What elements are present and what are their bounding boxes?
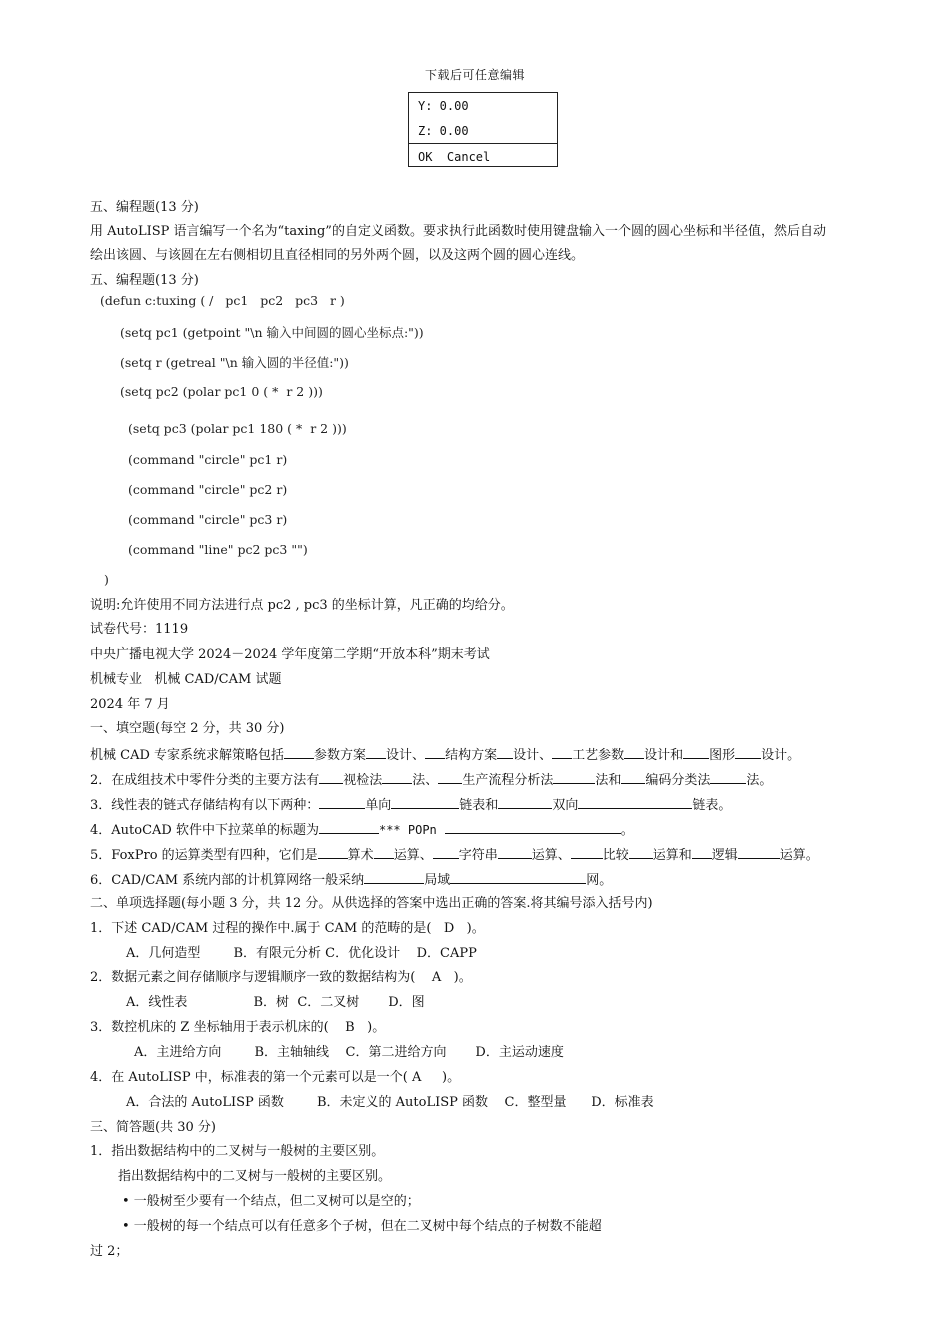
short-bullet-1: • 一般树至少要有一个结点，但二叉树可以是空的； [122,1194,420,1209]
part1-title: 一、填空题(每空 2 分，共 30 分) [90,721,285,736]
y-coordinate-row: Y: 0.00 [418,99,469,113]
exam-date: 2024 年 7 月 [90,697,170,712]
code-line: (setq pc1 (getpoint "\n 输入中间圆的圆心坐标点:")) [120,325,424,340]
choice-options: A．线性表 B．树 C．二叉树 D．图 [126,995,425,1010]
fill-answer: 生产流程分析法 [462,773,554,788]
short-tail: 过 2； [90,1244,129,1259]
fill-answer: 单向 [365,798,392,813]
code-line: ) [104,572,109,587]
fill-answer: 视检法 [343,773,383,788]
exam-subject: 机械专业 机械 CAD/CAM 试题 [90,672,282,687]
code-line: (command "line" pc2 pc3 "") [128,542,308,557]
coordinate-dialog [408,92,558,167]
fill-answer: 工艺参数 [572,748,625,763]
choice-options: A．合法的 AutoLISP 函数 B．未定义的 AutoLISP 函数 C．整型量 D．标准表 [126,1095,654,1110]
short-bullet-2: • 一般树的每一个结点可以有任意多个子树，但在二叉树中每个结点的子树数不能超 [122,1219,602,1234]
fill-answer: 双向 [552,798,579,813]
short-question-1: 1．指出数据结构中的二叉树与一般树的主要区别。 [90,1144,385,1159]
code-line: (setq r (getreal "\n 输入圆的半径值:")) [120,355,349,370]
cancel-button[interactable]: Cancel [446,150,491,164]
fill-question-3: 3．线性表的链式存储结构有以下两种： 单向 链表和 双向 链表。 [90,798,732,813]
dialog-buttons [418,150,490,164]
fill-answer: *** POPn [378,823,437,837]
choice-question: 4．在 AutoLISP 中，标准表的第一个元素可以是一个( A )。 [90,1070,461,1085]
fill-answer: 字符串 [458,848,498,863]
fill-question-1: 机械 CAD 专家系统求解策略包括 参数方案 设计、 结构方案 设计、 工艺参数 设计和 图形 设计。 [90,748,801,763]
section5-title-b: 五、编程题(13 分) [90,273,199,288]
fill-question-4: 4．AutoCAD 软件中下拉菜单的标题为 *** POPn 。 [90,823,634,838]
section5-desc-2: 绘出该圆、与该圆在左右侧相切且直径相同的另外两个圆，以及这两个圆的圆心连线。 [90,248,585,263]
fill-answer: 逻辑 [711,848,738,863]
short-answer-1: 指出数据结构中的二叉树与一般树的主要区别。 [118,1169,392,1184]
scoring-note: 说明:允许使用不同方法进行点 pc2 , pc3 的坐标计算，凡正确的均给分。 [90,598,514,613]
fill-answer: 参数方案 [314,748,367,763]
section5-title-a: 五、编程题(13 分) [90,200,199,215]
paper-code: 试卷代号：1119 [90,622,189,637]
fill-answer: 算术 [347,848,374,863]
fill-answer: 比较 [602,848,629,863]
choice-question: 2．数据元素之间存储顺序与逻辑顺序一致的数据结构为( A )。 [90,970,472,985]
code-line: (command "circle" pc2 r) [128,482,288,497]
z-coordinate-row: Z: 0.00 [418,124,469,138]
code-line: (setq pc3 (polar pc1 180 ( * r 2 ))) [128,421,347,436]
fill-answer: 图形 [709,748,736,763]
fill-answer: 编码分类法 [645,773,711,788]
part3-title: 三、简答题(共 30 分) [90,1120,216,1135]
exam-title: 中央广播电视大学 2024－2024 学年度第二学期“开放本科”期末考试 [90,647,490,662]
page-header: 下载后可任意编辑 [424,68,525,82]
choice-question: 1．下述 CAD/CAM 过程的操作中.属于 CAM 的范畴的是( D )。 [90,921,485,936]
fill-question-5: 5．FoxPro 的运算类型有四种，它们是 算术 运算、 字符串 运算、 比较 运算和 逻辑 运算。 [90,848,819,863]
code-line: (command "circle" pc3 r) [128,512,288,527]
fill-answer: 结构方案 [445,748,498,763]
fill-question-6: 6．CAD/CAM 系统内部的计机算网络一般采纳 局域 网。 [90,873,613,888]
code-line: (command "circle" pc1 r) [128,452,288,467]
fill-answer: 局域 [424,873,451,888]
code-line: (setq pc2 (polar pc1 0 ( * r 2 ))) [120,384,323,399]
dialog-divider [409,143,557,144]
part2-title: 二、单项选择题(每小题 3 分，共 12 分。从供选择的答案中选出正确的答案.将其编号添入括号内) [90,896,653,911]
code-line: (defun c:tuxing ( / pc1 pc2 pc3 r ) [100,293,345,308]
choice-options: A．主进给方向 B．主轴轴线 C．第二进给方向 D．主运动速度 [134,1045,564,1060]
fill-question-2: 2．在成组技术中零件分类的主要方法有 视检法 法、 生产流程分析法 法和 编码分类法 法。 [90,773,773,788]
choice-question: 3．数控机床的 Z 坐标轴用于表示机床的( B )。 [90,1020,386,1035]
choice-options: A．几何造型 B．有限元分析 C．优化设计 D．CAPP [126,946,477,961]
section5-desc-1: 用 AutoLISP 语言编写一个名为“taxing”的自定义函数。要求执行此函数时使用键盘输入一个圆的圆心坐标和半径值，然后自动 [90,224,826,239]
ok-button[interactable]: OK [418,150,433,164]
